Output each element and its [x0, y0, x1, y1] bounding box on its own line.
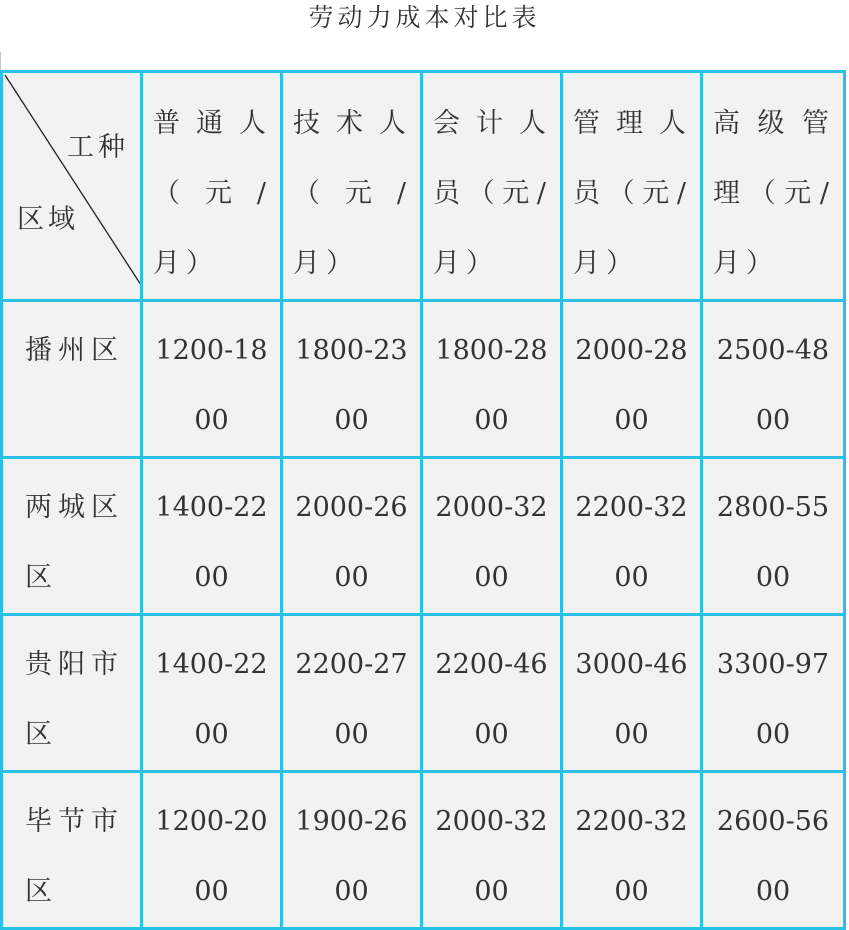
value-cell: 3300-97 00 [702, 615, 845, 772]
value-cell: 2500-48 00 [702, 301, 845, 458]
value-cell: 2600-56 00 [702, 772, 845, 929]
table-row [2, 615, 845, 772]
diagonal-divider [3, 73, 142, 287]
table-title: 劳动力成本对比表 [308, 3, 541, 32]
value-cell: 1400-22 00 [142, 615, 282, 772]
value-cell: 1800-23 00 [282, 301, 422, 458]
table-row [2, 301, 845, 458]
header-cell-technician: 技术人（元/月） [282, 72, 422, 301]
header-row [2, 72, 845, 301]
region-cell: 播州区 [2, 301, 142, 458]
job-type-label: 工种 [67, 132, 129, 163]
region-label: 区域 [17, 204, 79, 235]
value-cell: 2000-26 00 [282, 458, 422, 615]
table-row [2, 772, 845, 929]
value-cell: 1900-26 00 [282, 772, 422, 929]
region-cell: 贵阳市区 [2, 615, 142, 772]
value-cell: 1800-28 00 [422, 301, 562, 458]
header-cell-accountant: 会计人员（元/月） [422, 72, 562, 301]
page-edge-mark [0, 52, 1, 72]
header-cell-senior-manager: 高级管理（元/月） [702, 72, 845, 301]
header-cell-general-worker: 普通人（元/月） [142, 72, 282, 301]
header-cell-manager: 管理人员（元/月） [562, 72, 702, 301]
value-cell: 2200-32 00 [562, 458, 702, 615]
region-cell: 毕节市区 [2, 772, 142, 929]
value-cell: 2000-32 00 [422, 458, 562, 615]
value-cell: 2200-46 00 [422, 615, 562, 772]
corner-header-cell [2, 72, 142, 301]
value-cell: 2000-28 00 [562, 301, 702, 458]
value-cell: 2200-27 00 [282, 615, 422, 772]
value-cell: 2800-55 00 [702, 458, 845, 615]
table-row [2, 458, 845, 615]
labor-cost-table [0, 70, 846, 930]
value-cell: 2000-32 00 [422, 772, 562, 929]
value-cell: 2200-32 00 [562, 772, 702, 929]
value-cell: 3000-46 00 [562, 615, 702, 772]
value-cell: 1200-18 00 [142, 301, 282, 458]
value-cell: 1400-22 00 [142, 458, 282, 615]
region-cell: 两城区区 [2, 458, 142, 615]
value-cell: 1200-20 00 [142, 772, 282, 929]
